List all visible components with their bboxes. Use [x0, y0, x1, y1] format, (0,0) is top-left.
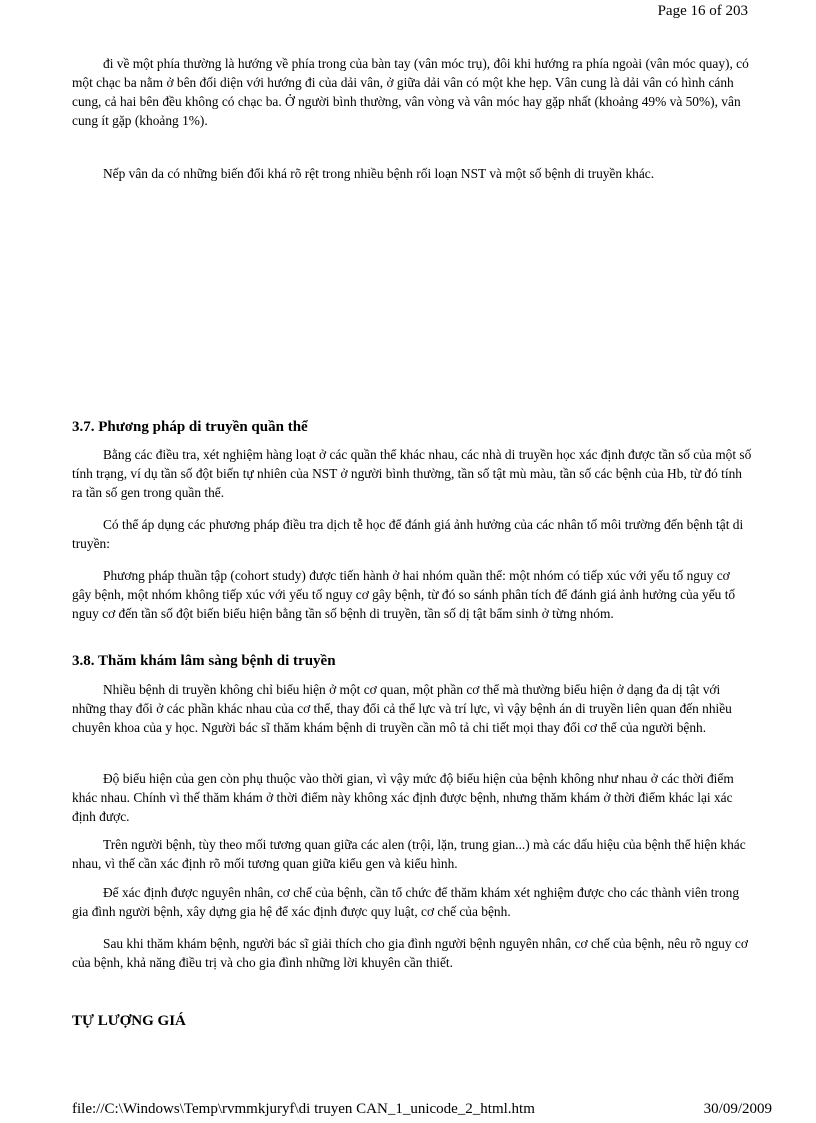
paragraph-gene-expression-time: Độ biểu hiện của gen còn phụ thuộc vào thời gian, vì vậy mức độ biểu hiện của bệnh không như nhau ở các thời điểm khác nhau. Chính vì thế thăm khám ở thời điểm này không xác định được bệnh, nhưng thăm khám ở thời điểm khác lại xác định được.: [72, 771, 734, 824]
page-counter: Page 16 of 203: [657, 3, 748, 19]
footer-file-path: file://C:\Windows\Temp\rvmmkjuryf\di truyen CAN_1_unicode_2_html.htm: [72, 1101, 535, 1117]
paragraph-epidemiology-methods: Có thể áp dụng các phương pháp điều tra dịch tễ học để đánh giá ảnh hưởng của các nhân tố môi trường đến bệnh tật di truyền:: [72, 517, 744, 551]
paragraph-dermatoglyphics-changes: Nếp vân da có những biến đổi khá rõ rệt trong nhiều bệnh rối loạn NST và một số bệnh di truyền khác.: [103, 166, 655, 181]
section-heading-3-8: 3.8. Thăm khám lâm sàng bệnh di truyền: [72, 653, 336, 669]
paragraph-fingerprint-types: đi về một phía thường là hướng về phía trong của bàn tay (vân móc trụ), đôi khi hướng ra phía ngoài (vân móc quay), có một chạc ba nằm ở bên đối diện với hướng đi của dải vân, ở giữa dải vân có một khe hẹp. Vân cung là dải vân có hình cánh cung, cả hai bên đều không có chạc ba. Ở người bình thường, vân vòng và vân móc hay gặp nhất (khoảng 49% và 50%), vân cung ít gặp (khoảng 1%).: [72, 56, 749, 128]
paragraph-family-examination: Để xác định được nguyên nhân, cơ chế của bệnh, cần tổ chức để thăm khám xét nghiệm được cho các thành viên trong gia đình người bệnh, xây dựng gia hệ để xác định được quy luật, cơ chế của bệnh.: [72, 885, 740, 919]
paragraph-cohort-study: Phương pháp thuần tập (cohort study) được tiến hành ở hai nhóm quần thể: một nhóm có tiếp xúc với yếu tố nguy cơ gây bệnh, một nhóm không tiếp xúc với yếu tố nguy cơ gây bệnh, từ đó so sánh phân tích để đánh giá ảnh hưởng của yếu tố nguy cơ đến tần số đột biến biểu hiện bằng tần số bệnh di truyền, tần số dị tật bẩm sinh ở từng nhóm.: [72, 568, 736, 621]
paragraph-multi-organ: Nhiều bệnh di truyền không chỉ biểu hiện ở một cơ quan, một phần cơ thể mà thường biểu hiện ở dạng đa dị tật với những thay đổi ở các phần khác nhau của cơ thể, thay đổi cả thể lực và trí lực, vì vậy bệnh án di truyền liên quan đến nhiều chuyên khoa của y học. Người bác sĩ thăm khám bệnh di truyền cần mô tả chi tiết mọi thay đổi cơ thể của người bệnh.: [72, 682, 732, 735]
section-heading-3-7: 3.7. Phương pháp di truyền quần thể: [72, 419, 308, 435]
self-assessment-heading: TỰ LƯỢNG GIÁ: [72, 1013, 186, 1029]
paragraph-allele-relations: Trên người bệnh, tùy theo mối tương quan giữa các alen (trội, lặn, trung gian...) mà các dấu hiệu của bệnh thể hiện khác nhau, vì thế cần xác định rõ mối tương quan giữa kiểu gen và kiểu hình.: [72, 837, 746, 871]
paragraph-population-frequency: Bằng các điều tra, xét nghiệm hàng loạt ở các quần thể khác nhau, các nhà di truyền học xác định được tần số của một số tính trạng, ví dụ tần số đột biến tự nhiên của NST ở người bình thường, tần số tật mù màu, tần số các bệnh của Hb, từ đó tính ra tần số gen trong quần thể.: [72, 447, 752, 500]
footer-date: 30/09/2009: [703, 1101, 772, 1117]
paragraph-genetic-counseling: Sau khi thăm khám bệnh, người bác sĩ giải thích cho gia đình người bệnh nguyên nhân, cơ chế của bệnh, nêu rõ nguy cơ của bệnh, khả năng điều trị và cho gia đình những lời khuyên cần thiết.: [72, 936, 748, 970]
